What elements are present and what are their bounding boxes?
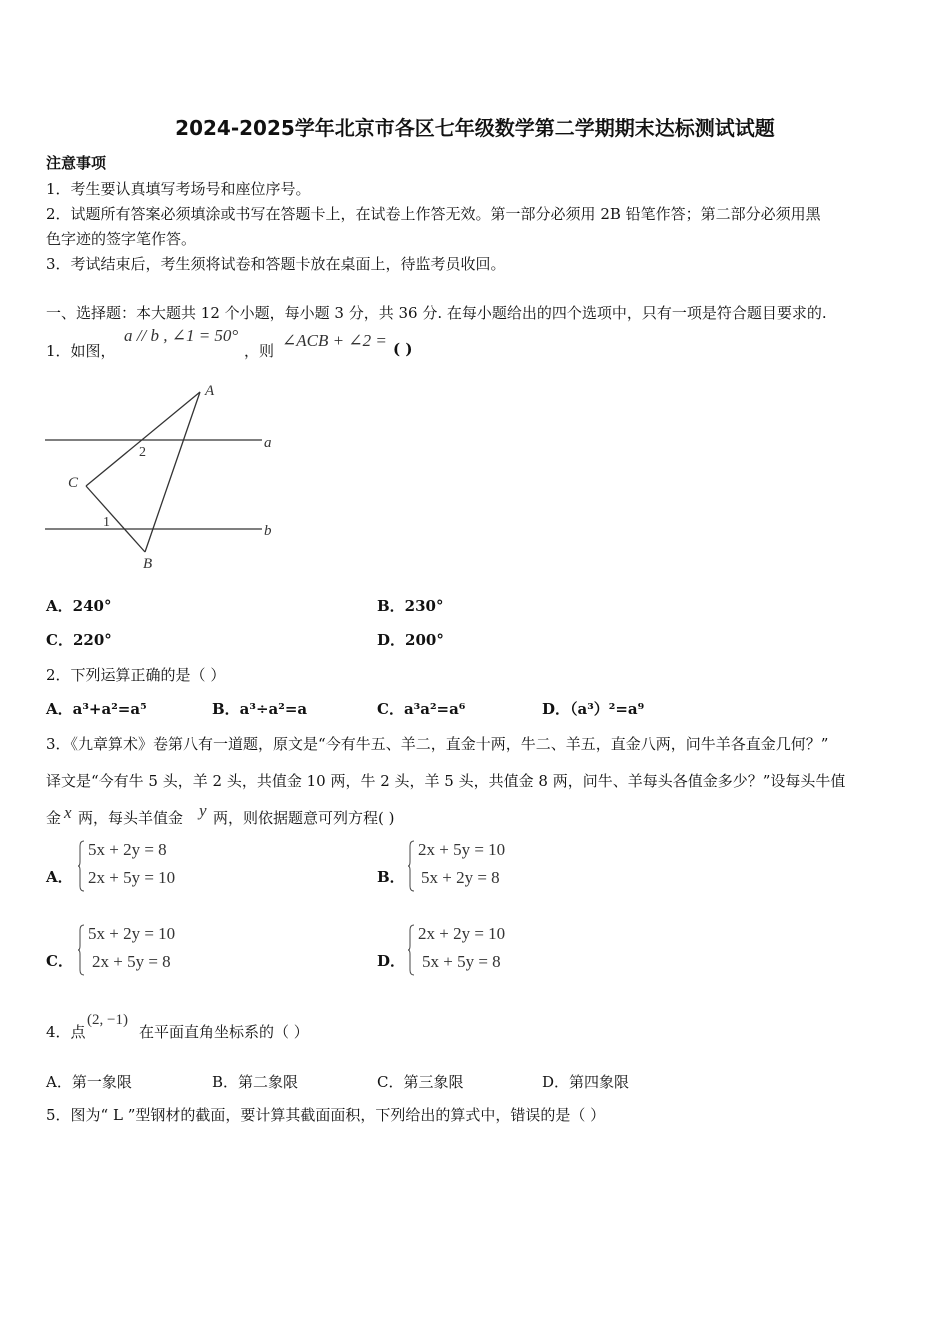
q2-option-d[interactable]: D．（a³）²=a⁹ <box>542 700 645 718</box>
q4-option-a[interactable]: A．第一象限 <box>46 1073 132 1091</box>
notice-item-1: 1．考生要认真填写考场号和座位序号。 <box>46 180 311 198</box>
q1-mid: ，则 <box>244 342 275 360</box>
q2-option-c[interactable]: C．a³a²=a⁶ <box>377 700 466 718</box>
label-A: A <box>205 383 215 399</box>
q1-figure <box>40 375 290 575</box>
q2-option-a[interactable]: A．a³+a²=a⁵ <box>46 700 147 718</box>
brace-icon <box>78 840 85 892</box>
q3-option-d-eq1: 2x + 2y = 10 <box>418 924 506 943</box>
q1-expression: ∠ACB + ∠2 = <box>282 331 387 350</box>
q3-var-x: x <box>64 803 72 822</box>
q3-option-a-eq2: 2x + 5y = 10 <box>88 868 176 887</box>
brace-icon <box>408 924 415 976</box>
q3-option-d-label[interactable]: D． <box>377 952 406 970</box>
q3-option-d-eq2: 5x + 5y = 8 <box>422 952 501 971</box>
q3-option-a-label[interactable]: A． <box>46 868 73 886</box>
label-angle-1: 1 <box>103 515 110 530</box>
q3-option-a-system[interactable] <box>78 840 218 896</box>
q3-option-d-system[interactable] <box>408 924 548 980</box>
q1-option-a[interactable]: A．240° <box>46 597 112 615</box>
q3-option-b-system[interactable] <box>408 840 548 896</box>
q1-prefix: 1．如图， <box>46 342 116 360</box>
q4-point: (2, −1) <box>87 1012 128 1028</box>
brace-icon <box>408 840 415 892</box>
label-angle-2: 2 <box>139 445 146 460</box>
q3-option-c-system[interactable] <box>78 924 218 980</box>
q1-condition: a // b , ∠1 = 50° <box>124 326 239 345</box>
q3-line-3c: 两，则依据题意可列方程( ) <box>213 809 395 827</box>
notice-item-2: 2．试题所有答案必须填涂或书写在答题卡上，在试卷上作答无效。第一部分必须用 2B 铅笔作答；第二部分必须用黑 <box>46 205 821 223</box>
q3-option-c-eq1: 5x + 2y = 10 <box>88 924 176 943</box>
notice-heading: 注意事项 <box>46 154 107 172</box>
q4-option-d[interactable]: D．第四象限 <box>542 1073 630 1091</box>
q3-option-a-eq1: 5x + 2y = 8 <box>88 840 167 859</box>
segment-ab <box>145 392 200 552</box>
q1-option-c[interactable]: C．220° <box>46 631 112 649</box>
section-heading: 一、选择题：本大题共 12 个小题，每小题 3 分，共 36 分. 在每小题给出的四个选项中，只有一项是符合题目要求的. <box>46 304 827 322</box>
label-B: B <box>143 556 153 572</box>
q3-line-3a: 金 <box>46 809 62 827</box>
q1-blank: ( ) <box>393 340 413 358</box>
q3-line-2: 译文是“今有牛 5 头，羊 2 头，共值金 10 两，牛 2 头，羊 5 头，共值金 8 两，问牛、羊每头各值金多少？”设每头牛值 <box>46 772 846 790</box>
label-a: a <box>264 435 272 451</box>
q1-option-b[interactable]: B．230° <box>377 597 444 615</box>
q4-prefix: 4．点 <box>46 1023 86 1041</box>
label-b: b <box>264 523 272 539</box>
q3-var-y: y <box>199 801 207 820</box>
q3-option-b-eq2: 5x + 2y = 8 <box>421 868 500 887</box>
q3-option-c-eq2: 2x + 5y = 8 <box>92 952 171 971</box>
q4-option-b[interactable]: B．第二象限 <box>212 1073 299 1091</box>
brace-icon <box>78 924 85 976</box>
label-C: C <box>68 475 79 491</box>
q3-line-1: 3．《九章算术》卷第八有一道题，原文是“今有牛五、羊二，直金十两，牛二、羊五，直金八两，问牛羊各直金几何？” <box>46 735 829 753</box>
q1-option-d[interactable]: D．200° <box>377 631 444 649</box>
notice-item-2-cont: 色字迹的签字笔作答。 <box>46 230 197 248</box>
q5-stem: 5．图为“ L ”型钢材的截面，要计算其截面面积，下列给出的算式中，错误的是（ ） <box>46 1106 606 1124</box>
q3-line-3b: 两，每头羊值金 <box>78 809 184 827</box>
q3-option-b-label[interactable]: B． <box>377 868 405 886</box>
q3-option-c-label[interactable]: C． <box>46 952 73 970</box>
q3-option-b-eq1: 2x + 5y = 10 <box>418 840 506 859</box>
q4-option-c[interactable]: C．第三象限 <box>377 1073 464 1091</box>
q4-suffix: 在平面直角坐标系的（ ） <box>139 1023 309 1041</box>
q2-option-b[interactable]: B．a³÷a²=a <box>212 700 308 718</box>
q2-stem: 2．下列运算正确的是（ ） <box>46 666 226 684</box>
segment-cb <box>86 486 145 552</box>
page-title: 2024-2025学年北京市各区七年级数学第二学期期末达标测试试题 <box>175 116 775 140</box>
segment-ca <box>86 392 200 486</box>
notice-item-3: 3．考试结束后，考生须将试卷和答题卡放在桌面上，待监考员收回。 <box>46 255 506 273</box>
